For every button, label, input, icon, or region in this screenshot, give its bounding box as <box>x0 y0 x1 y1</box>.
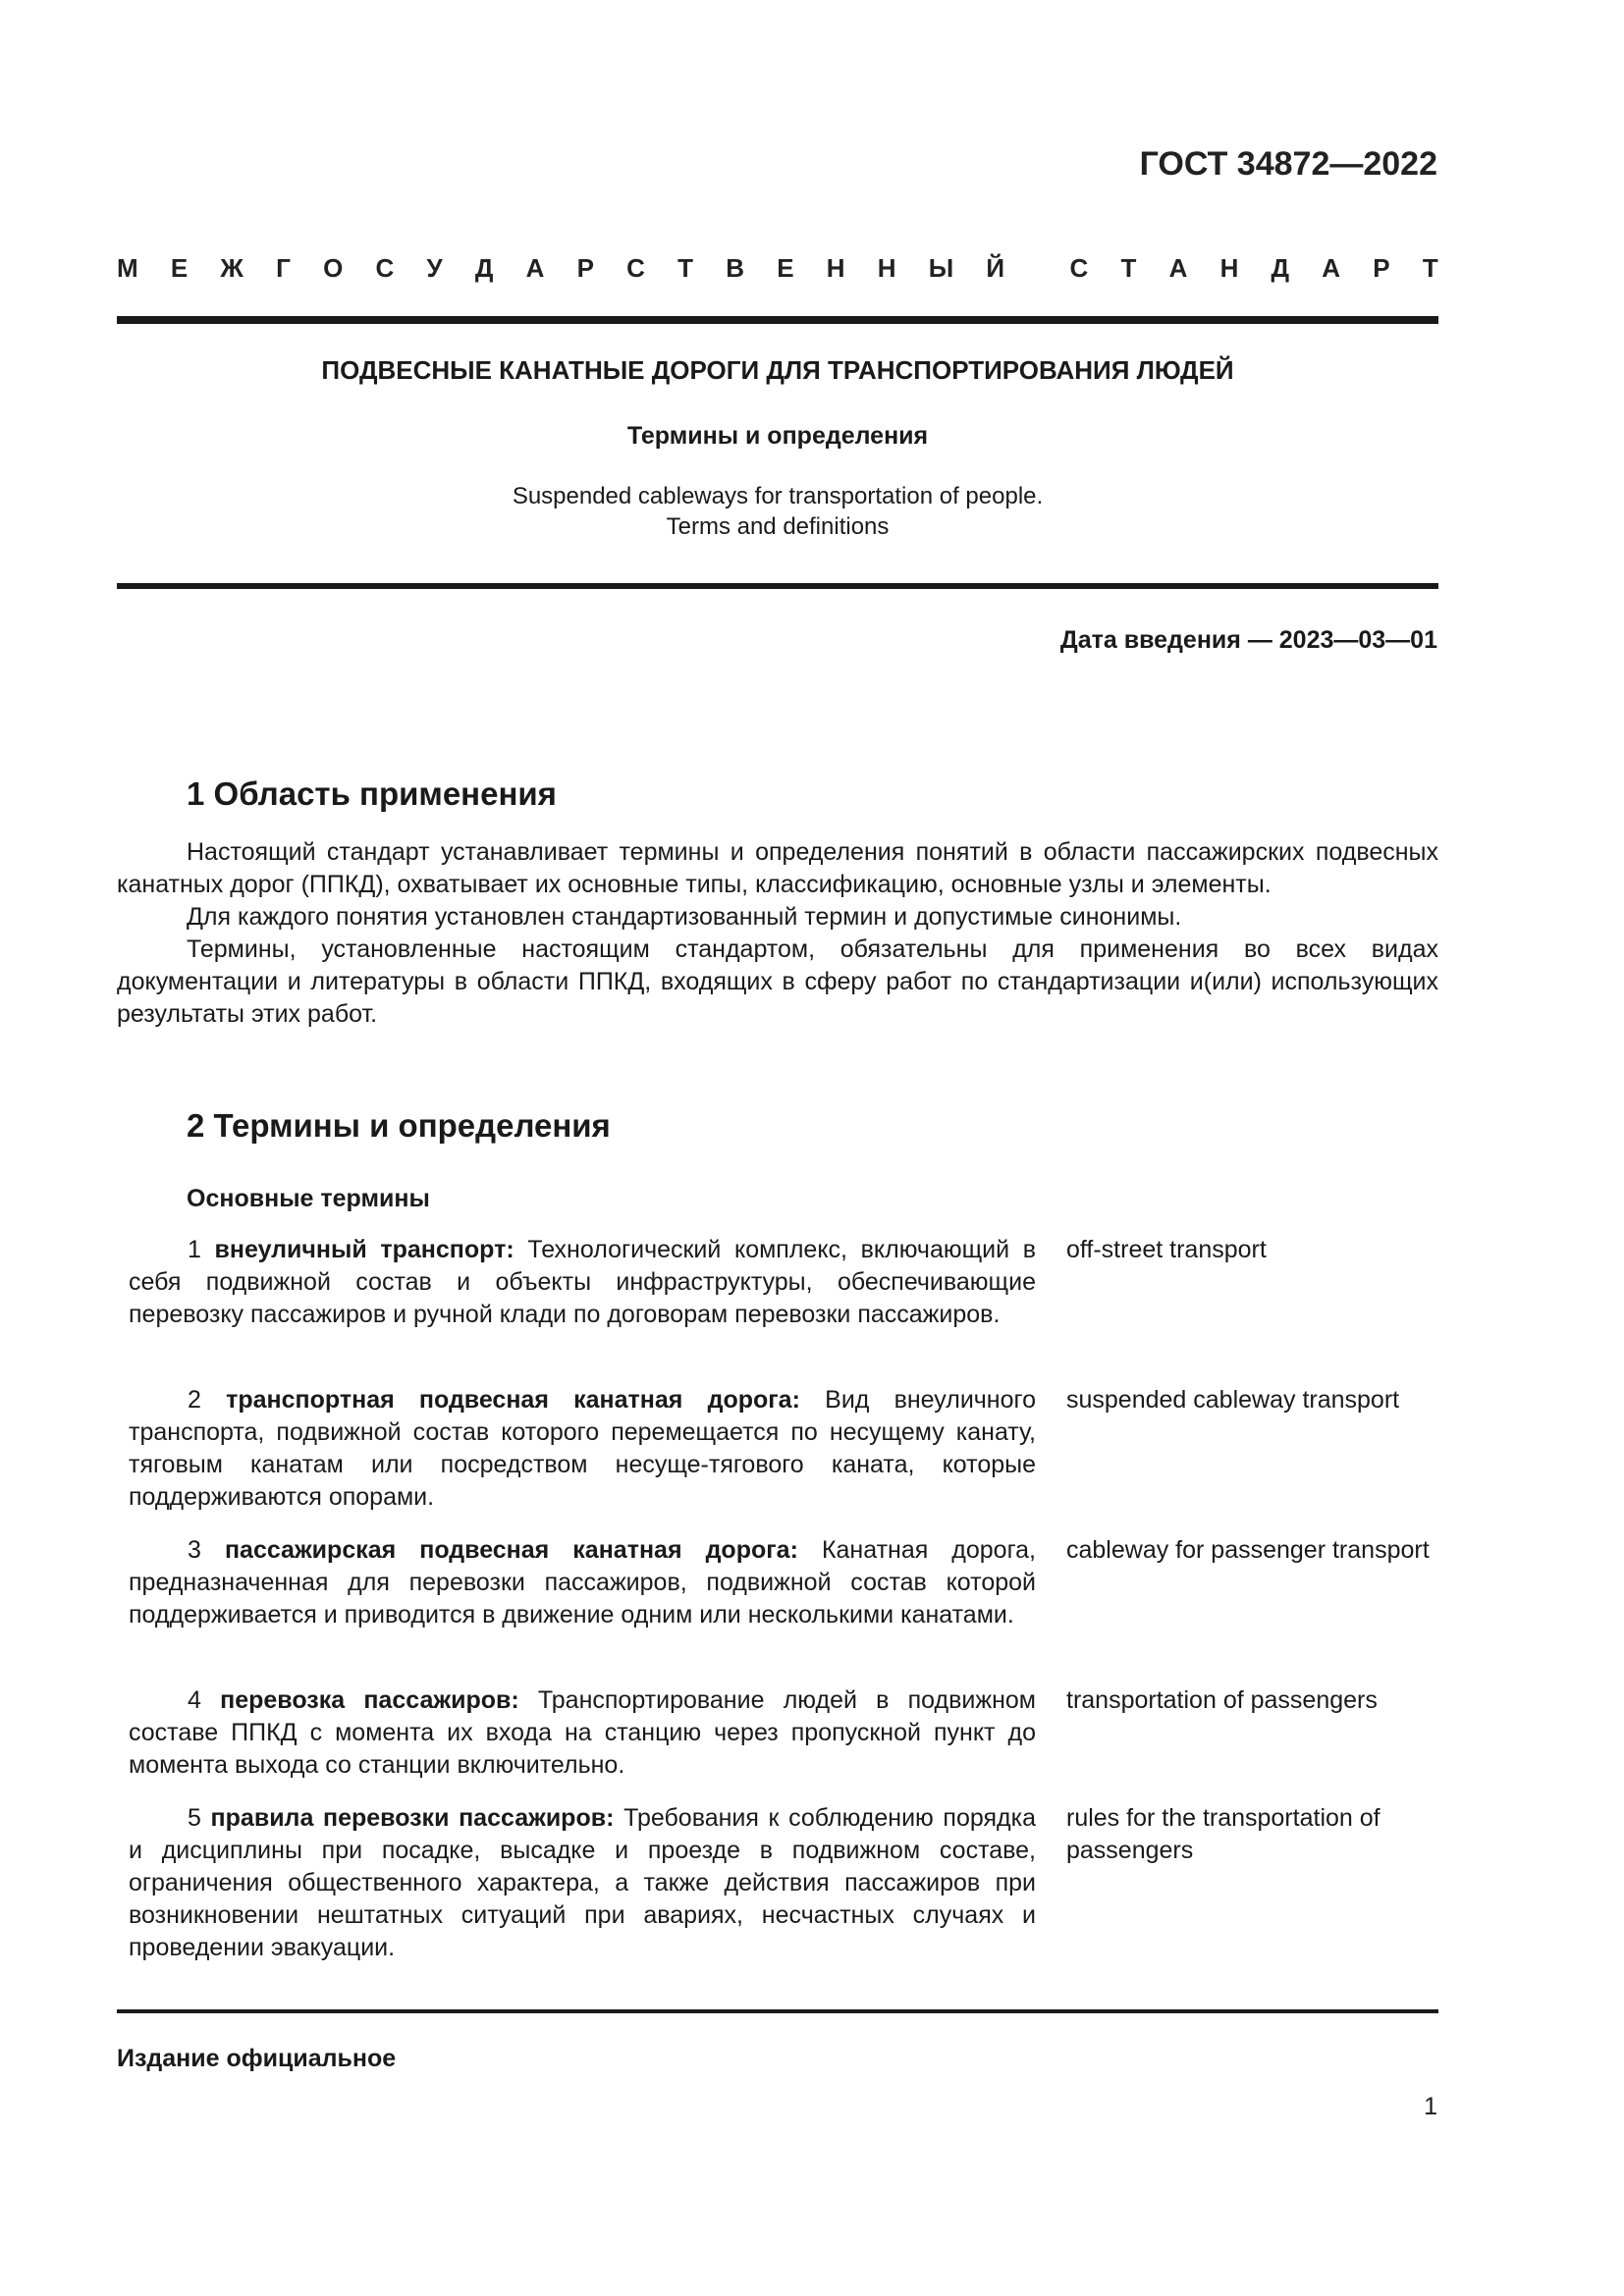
banner-letter: Д <box>1271 253 1290 283</box>
term-number: 2 <box>188 1386 201 1414</box>
term-number: 5 <box>188 1804 201 1832</box>
term-name: пассажирская подвесная канатная дорога: <box>224 1536 798 1564</box>
header-divider <box>117 316 1438 324</box>
paragraph: Для каждого понятия установлен стандартизованный термин и допустимые синонимы. <box>187 903 1182 931</box>
banner-letter: Д <box>474 253 494 283</box>
introduction-date: Дата введения — 2023—03—01 <box>1059 626 1437 654</box>
banner-letter: Т <box>1120 253 1137 283</box>
banner-letter: Р <box>576 253 594 283</box>
english-title-line-1: Suspended cableways for transportation of people. <box>512 483 1044 509</box>
banner-letter: Н <box>1219 253 1239 283</box>
term-definition: Вид внеуличного транспорта, подвижной состав которого перемещается по несущему канату, тяговым канатам или посредством несуще-тягового каната, которые поддерживаются опорами. <box>129 1386 1036 1511</box>
banner-letter: В <box>726 253 745 283</box>
banner-letter: Ж <box>220 253 244 283</box>
banner-letter: Н <box>826 253 845 283</box>
term-definition: Транспортирование людей в подвижном составе ППКД с момента их входа на станцию через пропускной пункт до момента выхода со станции включительно. <box>129 1686 1036 1779</box>
banner-letter: Е <box>777 253 794 283</box>
section-1-heading: 1 Область применения <box>187 775 557 812</box>
paragraph: Термины, установленные настоящим стандартом, обязательны для применения во всех видах документации и литературы в области ППКД, входящих в сферу работ по стандартизации и(или) использующих результаты этих работ. <box>117 935 1438 1028</box>
term-entry-3 <box>129 1534 1036 1631</box>
banner-letter: А <box>1168 253 1188 283</box>
term-entry-1 <box>129 1234 1036 1331</box>
standard-type-banner <box>117 253 1438 284</box>
banner-letter: Г <box>276 253 291 283</box>
banner-letter: Ы <box>928 253 954 283</box>
banner-letter: Т <box>1422 253 1438 283</box>
banner-letter: Т <box>677 253 694 283</box>
term-entry-4 <box>129 1684 1036 1782</box>
document-title: ПОДВЕСНЫЕ КАНАТНЫЕ ДОРОГИ ДЛЯ ТРАНСПОРТИРОВАНИЯ ЛЮДЕЙ <box>321 355 1234 385</box>
terms-subheading: Основные термины <box>187 1185 430 1212</box>
term-english-2: suspended cableway transport <box>1066 1386 1400 1414</box>
term-definition: Технологический комплекс, включающий в себя подвижной состав и объекты инфраструктуры, обеспечивающие перевозку пассажиров и ручной клади по договорам перевозки пассажиров. <box>129 1236 1037 1328</box>
english-title <box>117 481 1438 542</box>
banner-letter: А <box>525 253 545 283</box>
document-subtitle: Термины и определения <box>626 422 929 450</box>
term-entry-5 <box>129 1802 1036 1964</box>
banner-letter: О <box>323 253 344 283</box>
section-2-heading: 2 Термины и определения <box>187 1107 611 1144</box>
document-number: ГОСТ 34872—2022 <box>1139 145 1437 183</box>
footer-divider <box>117 2009 1438 2013</box>
paragraph: Настоящий стандарт устанавливает термины и определения понятий в области пассажирских подвесных канатных дорог (ППКД), охватывает их основные типы, классификацию, основные узлы и элементы. <box>117 838 1438 898</box>
banner-letter: М <box>117 253 138 283</box>
banner-letter: У <box>426 253 443 283</box>
title-divider <box>117 583 1438 589</box>
banner-letter: С <box>626 253 645 283</box>
banner-letter: Н <box>877 253 896 283</box>
term-english-5: rules for the transportation of passengers <box>1066 1804 1380 1864</box>
term-english-1: off-street transport <box>1066 1236 1267 1263</box>
term-english-3: cableway for passenger transport <box>1066 1536 1430 1564</box>
term-name: правила перевозки пассажиров: <box>210 1804 615 1832</box>
banner-letter: Р <box>1373 253 1390 283</box>
english-title-line-2: Terms and definitions <box>666 513 890 540</box>
section-1-body <box>117 836 1438 1031</box>
term-definition: Требования к соблюдению порядка и дисциплины при посадке, высадке и проезде в подвижном составе, ограничения общественного характера, а также действия пассажиров при возникновении нештатных ситуаций при авариях, несчастных случаях и проведении эвакуации. <box>129 1804 1036 1961</box>
term-number: 1 <box>188 1236 201 1263</box>
term-name: транспортная подвесная канатная дорога: <box>226 1386 800 1414</box>
banner-letter: А <box>1322 253 1341 283</box>
page-number: 1 <box>1424 2093 1437 2120</box>
banner-letter: Й <box>986 253 1005 283</box>
banner-letter: С <box>1069 253 1089 283</box>
banner-letter: Е <box>170 253 189 283</box>
official-edition-label: Издание официальное <box>117 2045 397 2072</box>
term-name: перевозка пассажиров: <box>220 1686 519 1714</box>
term-english-4: transportation of passengers <box>1066 1686 1378 1714</box>
banner-letter: С <box>375 253 395 283</box>
term-number: 4 <box>188 1686 201 1714</box>
term-definition: Канатная дорога, предназначенная для перевозки пассажиров, подвижной состав которой поддерживается и приводится в движение одним или несколькими канатами. <box>129 1536 1037 1629</box>
term-name: внеуличный транспорт: <box>214 1236 514 1263</box>
term-entry-2 <box>129 1384 1036 1514</box>
term-number: 3 <box>188 1536 201 1564</box>
